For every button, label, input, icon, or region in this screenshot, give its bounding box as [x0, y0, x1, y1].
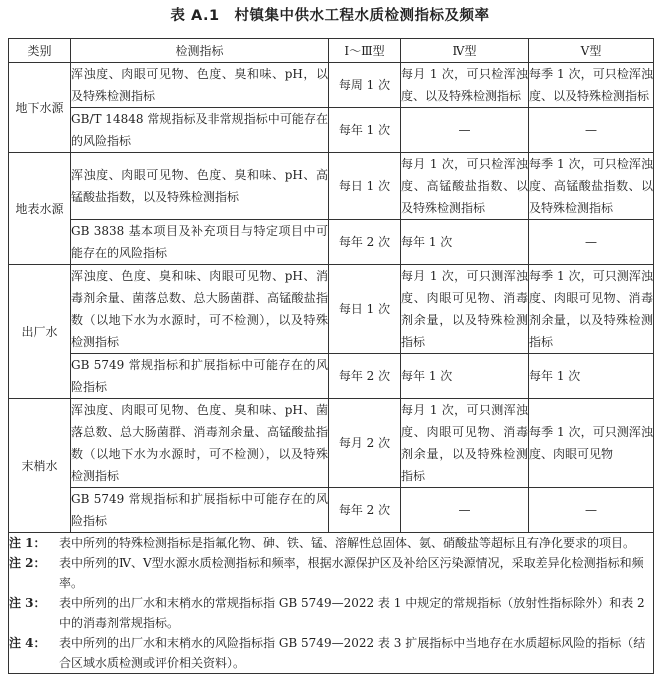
type1-3-cell: 每年 2 次 — [329, 354, 401, 399]
note-1 — [9, 533, 653, 553]
type5-cell: — — [529, 108, 654, 153]
table-row — [9, 488, 654, 533]
water-quality-table — [8, 38, 654, 674]
type4-cell: 每月 1 次，可只测浑浊度、肉眼可见物、消毒剂余量，以及特殊检测指标 — [401, 265, 529, 354]
table-row — [9, 108, 654, 153]
header-type5: Ⅴ型 — [529, 39, 654, 63]
indicator-cell: 浑浊度、肉眼可见物、色度、臭和味、pH、高锰酸盐指数，以及特殊检测指标 — [71, 153, 329, 220]
note-4 — [9, 633, 653, 673]
note-label: 注 1： — [9, 536, 46, 550]
notes-row — [9, 533, 654, 674]
type1-3-cell: 每日 1 次 — [329, 153, 401, 220]
category-cell: 出厂水 — [9, 265, 71, 399]
type4-cell: 每年 1 次 — [401, 220, 529, 265]
category-cell: 末梢水 — [9, 399, 71, 533]
type5-cell: 每季 1 次，可只检浑浊度、以及特殊检测指标 — [529, 63, 654, 108]
type1-3-cell: 每周 1 次 — [329, 63, 401, 108]
indicator-cell: GB/T 14848 常规指标及非常规指标中可能存在的风险指标 — [71, 108, 329, 153]
header-indicator: 检测指标 — [71, 39, 329, 63]
note-text: 表中所列的出厂水和末梢水的常规指标指 GB 5749—2022 表 1 中规定的常规指标（放射性指标除外）和表 2 中的消毒剂常规指标。 — [59, 596, 645, 630]
category-cell: 地表水源 — [9, 153, 71, 265]
table-title: 表 A.1 村镇集中供水工程水质检测指标及频率 — [170, 8, 490, 24]
type5-cell: — — [529, 220, 654, 265]
type1-3-cell: 每年 1 次 — [329, 108, 401, 153]
header-type1-3: Ⅰ～Ⅲ型 — [329, 39, 401, 63]
header-row — [9, 39, 654, 63]
type5-cell: 每年 1 次 — [529, 354, 654, 399]
header-type4: Ⅳ型 — [401, 39, 529, 63]
indicator-cell: 浑浊度、肉眼可见物、色度、臭和味、pH、菌落总数、总大肠菌群、消毒剂余量、高锰酸盐指数（以地下水为水源时，可不检测），以及特殊检测指标 — [71, 399, 329, 488]
indicator-cell: 浑浊度、肉眼可见物、色度、臭和味、pH，以及特殊检测指标 — [71, 63, 329, 108]
note-label: 注 3： — [9, 596, 46, 610]
table-row — [9, 354, 654, 399]
note-label: 注 2： — [9, 556, 46, 570]
category-cell: 地下水源 — [9, 63, 71, 153]
type4-cell: — — [401, 488, 529, 533]
header-category: 类别 — [9, 39, 71, 63]
table-row — [9, 399, 654, 488]
note-text: 表中所列的特殊检测指标是指氟化物、砷、铁、锰、溶解性总固体、氨、硝酸盐等超标且有净化要求的项目。 — [59, 536, 636, 550]
type4-cell: 每年 1 次 — [401, 354, 529, 399]
type1-3-cell: 每年 2 次 — [329, 220, 401, 265]
indicator-cell: GB 5749 常规指标和扩展指标中可能存在的风险指标 — [71, 488, 329, 533]
table-row — [9, 265, 654, 354]
type1-3-cell: 每月 2 次 — [329, 399, 401, 488]
type1-3-cell: 每日 1 次 — [329, 265, 401, 354]
type5-cell: — — [529, 488, 654, 533]
type4-cell: 每月 1 次，可只检浑浊度、以及特殊检测指标 — [401, 63, 529, 108]
type5-cell: 每季 1 次，可只测浑浊度、肉眼可见物、消毒剂余量，以及特殊检测指标 — [529, 265, 654, 354]
notes-cell — [9, 533, 654, 674]
note-text: 表中所列的出厂水和末梢水的风险指标指 GB 5749—2022 表 3 扩展指标中当地存在水质超标风险的指标（结合区域水质检测或评价相关资料）。 — [59, 636, 646, 670]
table-row — [9, 220, 654, 265]
type1-3-cell: 每年 2 次 — [329, 488, 401, 533]
type5-cell: 每季 1 次，可只测浑浊度、肉眼可见物 — [529, 399, 654, 488]
table-row — [9, 153, 654, 220]
type4-cell: 每月 1 次，可只检浑浊度、高锰酸盐指数、以及特殊检测指标 — [401, 153, 529, 220]
table-row — [9, 63, 654, 108]
indicator-cell: GB 3838 基本项目及补充项目与特定项目中可能存在的风险指标 — [71, 220, 329, 265]
note-2 — [9, 553, 653, 593]
indicator-cell: 浑浊度、色度、臭和味、肉眼可见物、pH、消毒剂余量、菌落总数、总大肠菌群、高锰酸盐指数（以地下水为水源时，可不检测），以及特殊检测指标 — [71, 265, 329, 354]
note-label: 注 4： — [9, 636, 46, 650]
note-3 — [9, 593, 653, 633]
type4-cell: 每月 1 次，可只测浑浊度、肉眼可见物、消毒剂余量，以及特殊检测指标 — [401, 399, 529, 488]
type5-cell: 每季 1 次，可只检浑浊度、高锰酸盐指数、以及特殊检测指标 — [529, 153, 654, 220]
note-text: 表中所列的Ⅳ、Ⅴ型水源水质检测指标和频率，根据水源保护区及补给区污染源情况，采取差异化检测指标和频率。 — [59, 556, 644, 590]
type4-cell: — — [401, 108, 529, 153]
indicator-cell: GB 5749 常规指标和扩展指标中可能存在的风险指标 — [71, 354, 329, 399]
